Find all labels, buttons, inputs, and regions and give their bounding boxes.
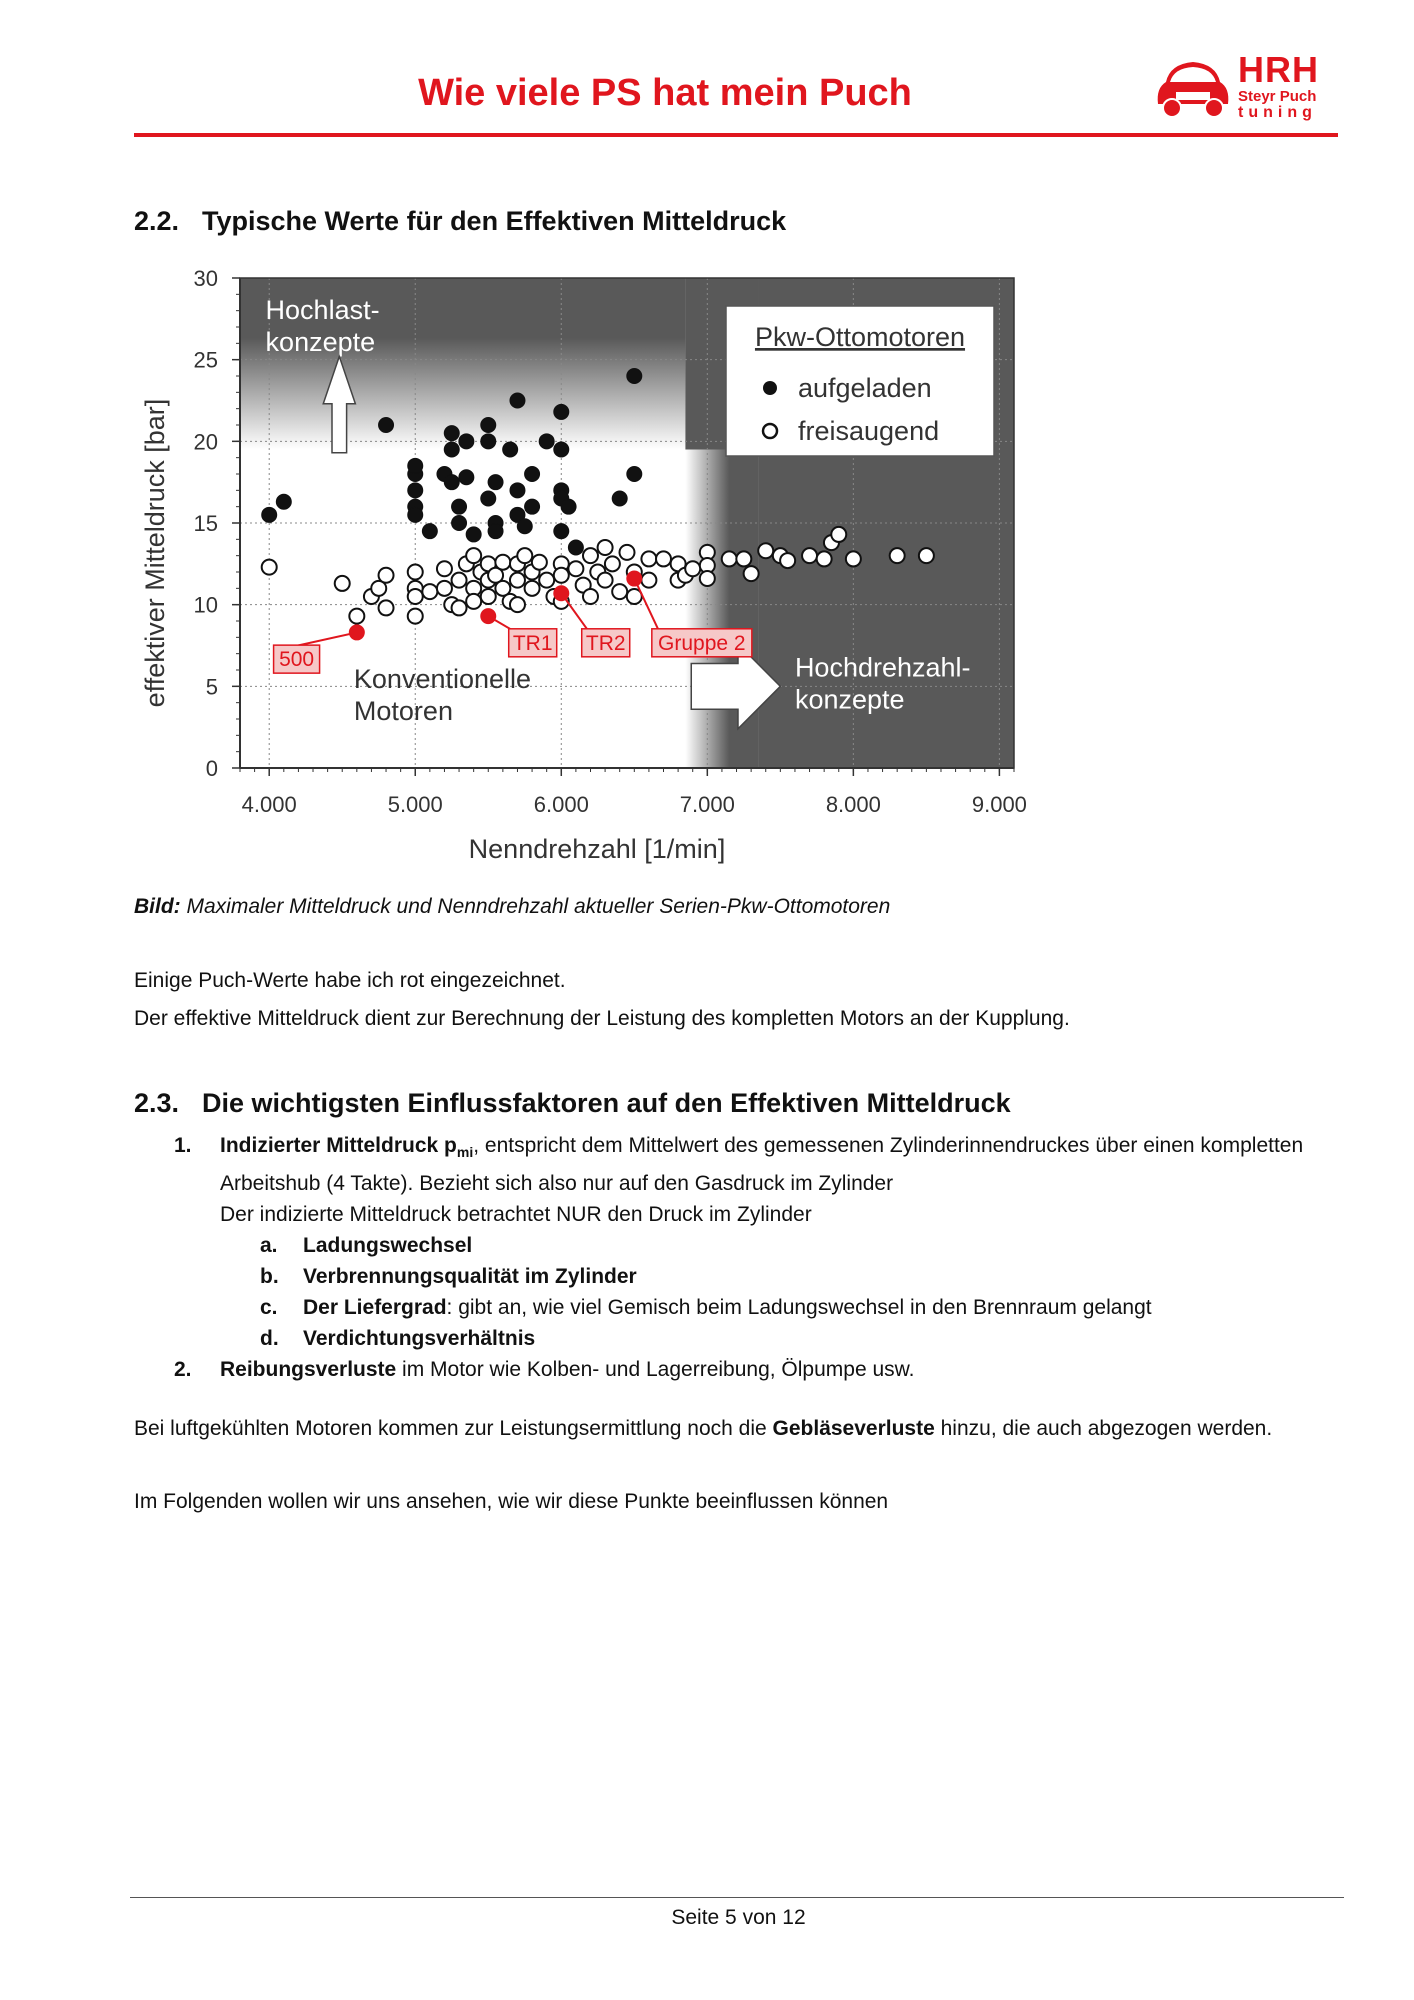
point-freisaugend <box>685 561 700 576</box>
sub-list-letter: d. <box>260 1327 279 1351</box>
logo-line2: tuning <box>1238 104 1317 121</box>
annotation-label: Gruppe 2 <box>658 631 746 655</box>
y-axis-label: effektiver Mitteldruck [bar] <box>140 398 170 708</box>
section-title: Die wichtigsten Einflussfaktoren auf den Effektiven Mitteldruck <box>202 1088 1011 1118</box>
region-label-hochdrehzahl: Hochdrehzahl-konzepte <box>794 652 971 715</box>
point-aufgeladen <box>466 527 481 542</box>
y-tick-label: 20 <box>193 429 218 455</box>
caption-label: Bild: <box>134 895 181 918</box>
point-freisaugend <box>919 548 934 563</box>
point-aufgeladen <box>408 483 423 498</box>
point-freisaugend <box>620 545 635 560</box>
point-freisaugend <box>641 551 656 566</box>
chart-legend <box>726 306 994 456</box>
point-aufgeladen <box>539 434 554 449</box>
y-tick-label: 5 <box>205 674 218 700</box>
y-tick-label: 15 <box>193 511 218 536</box>
point-freisaugend <box>612 584 627 599</box>
point-freisaugend <box>846 551 861 566</box>
region-label-konventionell: Konventionelle Motoren <box>353 663 532 726</box>
point-freisaugend <box>539 573 554 588</box>
sub-list <box>220 1230 1334 1354</box>
point-aufgeladen <box>459 434 474 449</box>
point-aufgeladen <box>627 369 642 384</box>
hrh-logo <box>1152 49 1342 127</box>
point-freisaugend <box>802 548 817 563</box>
point-aufgeladen <box>488 475 503 490</box>
sub-list-term: Der Liefergrad <box>303 1296 447 1320</box>
legend-entry: freisaugend <box>798 416 940 446</box>
sub-list-item <box>260 1230 1334 1261</box>
list-item-term: Indizierter Mitteldruck p <box>220 1134 457 1157</box>
document-title: Wie viele PS hat mein Puch <box>418 72 912 114</box>
point-aufgeladen <box>276 494 291 509</box>
point-freisaugend <box>641 573 656 588</box>
paragraph-geblaese <box>134 1414 1344 1444</box>
point-aufgeladen <box>408 507 423 522</box>
y-tick-label: 25 <box>193 347 218 373</box>
point-aufgeladen <box>525 499 540 514</box>
section-heading-2-2 <box>134 206 786 237</box>
point-aufgeladen <box>262 507 277 522</box>
point-freisaugend <box>510 573 525 588</box>
page-number: Seite 5 von 12 <box>671 1906 806 1929</box>
paragraph-bold-term: Gebläseverluste <box>772 1417 935 1440</box>
point-aufgeladen <box>408 458 423 473</box>
list-item-term: Reibungsverluste <box>220 1358 397 1382</box>
y-tick-label: 30 <box>193 266 218 291</box>
point-freisaugend <box>890 548 905 563</box>
factor-list <box>174 1130 1334 1385</box>
region-label-hochlast: Hochlast-konzepte <box>265 294 380 357</box>
legend-entry: aufgeladen <box>798 373 932 403</box>
sub-list-letter: b. <box>260 1265 279 1289</box>
section-title: Typische Werte für den Effektiven Mitteldruck <box>202 206 787 236</box>
point-freisaugend <box>408 609 423 624</box>
sub-list-letter: a. <box>260 1234 278 1258</box>
figure-caption <box>134 895 890 919</box>
sub-list-item <box>260 1261 1334 1292</box>
point-aufgeladen <box>444 442 459 457</box>
point-freisaugend <box>466 594 481 609</box>
sub-list-term: Verbrennungsqualität im Zylinder <box>303 1265 637 1289</box>
legend-marker-open <box>763 424 777 438</box>
point-aufgeladen <box>452 516 467 531</box>
point-aufgeladen <box>554 442 569 457</box>
list-number: 2. <box>174 1358 192 1382</box>
sub-list-letter: c. <box>260 1296 278 1320</box>
x-axis-label: Nenndrehzahl [1/min] <box>468 834 726 864</box>
point-freisaugend <box>817 551 832 566</box>
point-aufgeladen <box>517 519 532 534</box>
point-aufgeladen <box>444 475 459 490</box>
point-freisaugend <box>452 573 467 588</box>
point-aufgeladen <box>561 499 576 514</box>
list-item <box>174 1354 1334 1385</box>
logo-line1: Steyr Puch <box>1238 88 1317 105</box>
point-freisaugend <box>700 571 715 586</box>
point-freisaugend <box>568 561 583 576</box>
paragraph-mitteldruck: Der effektive Mitteldruck dient zur Berechnung der Leistung des kompletten Motors an der Kupplung. <box>134 1007 1070 1030</box>
logo-brand: HRH <box>1238 49 1319 90</box>
point-freisaugend <box>408 589 423 604</box>
car-logo-icon <box>1152 52 1234 124</box>
point-freisaugend <box>510 597 525 612</box>
annotation-label: TR2 <box>585 631 626 655</box>
scatter-chart <box>134 250 1034 880</box>
section-heading-2-3 <box>134 1088 1011 1119</box>
point-freisaugend <box>481 589 496 604</box>
x-tick-label: 5.000 <box>387 792 443 817</box>
point-freisaugend <box>495 555 510 570</box>
point-freisaugend <box>335 576 350 591</box>
y-tick-label: 10 <box>193 592 218 618</box>
point-aufgeladen <box>503 442 518 457</box>
list-item-subscript: mi <box>456 1144 474 1161</box>
paragraph-text: Bei luftgekühlten Motoren kommen zur Leistungsermittlung noch die <box>134 1417 773 1440</box>
y-tick-label: 0 <box>205 756 218 781</box>
point-aufgeladen <box>554 524 569 539</box>
point-aufgeladen <box>554 404 569 419</box>
point-freisaugend <box>831 527 846 542</box>
point-freisaugend <box>437 581 452 596</box>
point-freisaugend <box>262 560 277 575</box>
paragraph-outlook: Im Folgenden wollen wir uns ansehen, wie wir diese Punkte beeinflussen können <box>134 1490 889 1513</box>
point-freisaugend <box>554 568 569 583</box>
point-aufgeladen <box>488 524 503 539</box>
x-tick-label: 9.000 <box>971 792 1027 817</box>
point-freisaugend <box>656 551 671 566</box>
list-item-note: Der indizierte Mitteldruck betrachtet NUR den Druck im Zylinder <box>220 1203 812 1227</box>
x-tick-label: 7.000 <box>679 792 735 817</box>
point-aufgeladen <box>627 467 642 482</box>
sub-list-term: Ladungswechsel <box>303 1234 473 1258</box>
point-freisaugend <box>408 565 423 580</box>
point-aufgeladen <box>481 491 496 506</box>
footer-rule <box>130 1897 1344 1898</box>
puch-point <box>481 609 496 624</box>
paragraph-puch-values: Einige Puch-Werte habe ich rot eingezeichnet. <box>134 969 566 992</box>
point-freisaugend <box>379 568 394 583</box>
point-aufgeladen <box>510 393 525 408</box>
point-freisaugend <box>583 548 598 563</box>
annotation-label: 500 <box>279 648 315 672</box>
sub-list-text: : gibt an, wie viel Gemisch beim Ladungswechsel in den Brennraum gelangt <box>446 1296 1152 1320</box>
point-freisaugend <box>780 553 795 568</box>
x-tick-label: 8.000 <box>825 792 881 817</box>
x-tick-label: 4.000 <box>241 792 297 817</box>
point-aufgeladen <box>452 499 467 514</box>
point-aufgeladen <box>459 470 474 485</box>
point-aufgeladen <box>379 418 394 433</box>
legend-title: Pkw-Ottomotoren <box>754 322 966 352</box>
point-freisaugend <box>583 589 598 604</box>
list-item-text: im Motor wie Kolben- und Lagerreibung, Ölpumpe usw. <box>396 1358 915 1382</box>
sub-list-term: Verdichtungsverhältnis <box>303 1327 536 1351</box>
point-aufgeladen <box>525 467 540 482</box>
header-rule <box>134 133 1338 137</box>
paragraph-text: hinzu, die auch abgezogen werden. <box>934 1417 1273 1440</box>
list-number: 1. <box>174 1134 192 1157</box>
point-freisaugend <box>517 548 532 563</box>
point-freisaugend <box>379 600 394 615</box>
point-aufgeladen <box>422 524 437 539</box>
point-aufgeladen <box>510 483 525 498</box>
point-freisaugend <box>466 548 481 563</box>
point-freisaugend <box>598 540 613 555</box>
sub-list-item <box>260 1323 1334 1354</box>
point-freisaugend <box>722 551 737 566</box>
sub-list-item <box>260 1292 1334 1323</box>
caption-text: Maximaler Mitteldruck und Nenndrehzahl aktueller Serien-Pkw-Ottomotoren <box>180 895 891 918</box>
point-aufgeladen <box>568 540 583 555</box>
point-freisaugend <box>349 609 364 624</box>
list-item-text: , entspricht dem Mittelwert des gemessenen Zylinderinnendruckes über einen kompletten Arbeitshub (4 Takte). Bezieht sich also nur auf den Gasdruck im Zylinder <box>220 1134 1304 1196</box>
point-freisaugend <box>736 551 751 566</box>
point-aufgeladen <box>612 491 627 506</box>
legend-marker-filled <box>763 381 777 395</box>
annotation-label: TR1 <box>512 631 553 655</box>
point-aufgeladen <box>481 418 496 433</box>
list-item <box>174 1130 1334 1354</box>
section-number: 2.2. <box>134 206 180 236</box>
point-freisaugend <box>525 581 540 596</box>
point-freisaugend <box>422 584 437 599</box>
point-freisaugend <box>598 573 613 588</box>
x-tick-label: 6.000 <box>533 792 589 817</box>
point-freisaugend <box>758 543 773 558</box>
point-aufgeladen <box>481 434 496 449</box>
point-freisaugend <box>452 600 467 615</box>
point-freisaugend <box>532 555 547 570</box>
point-freisaugend <box>605 556 620 571</box>
point-freisaugend <box>437 561 452 576</box>
point-aufgeladen <box>444 426 459 441</box>
point-freisaugend <box>744 566 759 581</box>
puch-point <box>349 625 364 640</box>
section-number: 2.3. <box>134 1088 180 1118</box>
